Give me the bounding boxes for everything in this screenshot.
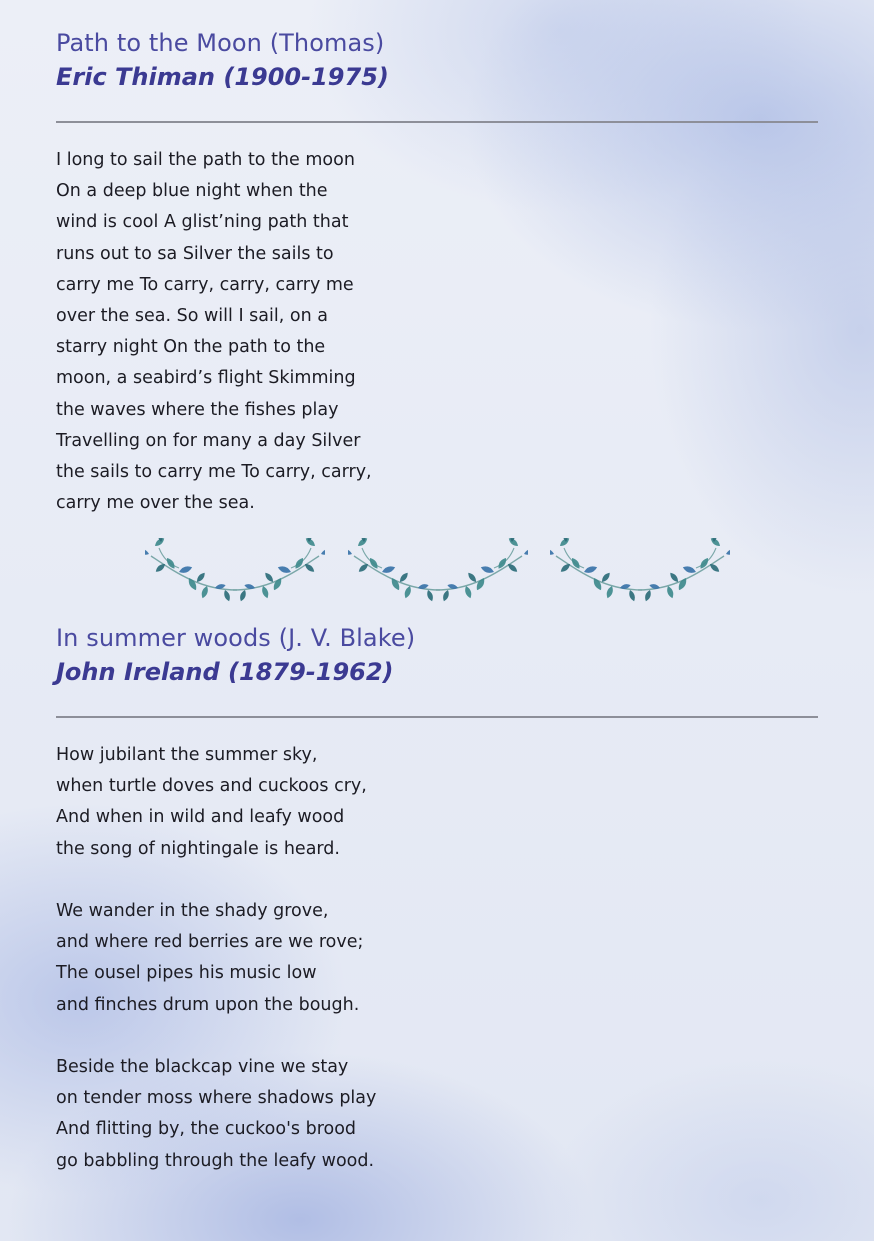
composer-name: Eric Thiman (1900-1975): [56, 63, 389, 91]
song-title: In summer woods (J. V. Blake): [56, 624, 416, 652]
lyric-line: wind is cool A glist’ning path that: [56, 212, 349, 233]
lyric-line: when turtle doves and cuckoos cry,: [56, 776, 367, 797]
lyric-line: runs out to sa Silver the sails to: [56, 243, 334, 264]
lyric-line: over the sea. So will I sail, on a: [56, 306, 328, 327]
composer-name: John Ireland (1879-1962): [56, 658, 394, 686]
lyric-line: I long to sail the path to the moon: [56, 150, 355, 170]
lyric-line: Travelling on for many a day Silver: [56, 430, 361, 451]
section-divider: [56, 121, 818, 123]
ornament-divider: [145, 538, 735, 604]
song-title: Path to the Moon (Thomas): [56, 29, 385, 57]
lyric-line: And flitting by, the cuckoo's brood: [56, 1119, 357, 1140]
song-section-1: [56, 28, 818, 514]
lyric-line: And when in wild and leafy wood: [56, 807, 345, 828]
lyric-line: and where red berries are we rove;: [56, 932, 364, 953]
lyric-line: How jubilant the summer sky,: [56, 745, 318, 765]
lyrics-block: [56, 740, 416, 1177]
lyric-line: and finches drum upon the bough.: [56, 994, 360, 1015]
lyric-line: on tender moss where shadows play: [56, 1088, 377, 1109]
lyric-line: carry me To carry, carry, carry me: [56, 274, 354, 295]
lyric-line: Beside the blackcap vine we stay: [56, 1057, 349, 1077]
lyric-line: the sails to carry me To carry, carry,: [56, 462, 372, 483]
lyric-line: starry night On the path to the: [56, 337, 326, 358]
lyric-line: moon, a seabird’s flight Skimming: [56, 368, 356, 389]
song-section-2: [56, 623, 818, 1171]
lyric-line: carry me over the sea.: [56, 493, 255, 514]
lyric-line: On a deep blue night when the: [56, 181, 328, 202]
leaf-garland-icon: [348, 538, 528, 604]
lyric-line: the waves where the fishes play: [56, 399, 339, 420]
lyrics-block: [56, 145, 396, 519]
lyric-line: the song of nightingale is heard.: [56, 838, 340, 859]
leaf-garland-icon: [550, 538, 730, 604]
lyric-line: The ousel pipes his music low: [56, 963, 317, 984]
stanza: [56, 896, 416, 1021]
stanza: [56, 740, 416, 865]
lyric-line: We wander in the shady grove,: [56, 901, 329, 921]
section-divider: [56, 716, 818, 718]
lyric-line: go babbling through the leafy wood.: [56, 1150, 375, 1171]
leaf-garland-icon: [145, 538, 325, 604]
stanza: [56, 1052, 416, 1177]
